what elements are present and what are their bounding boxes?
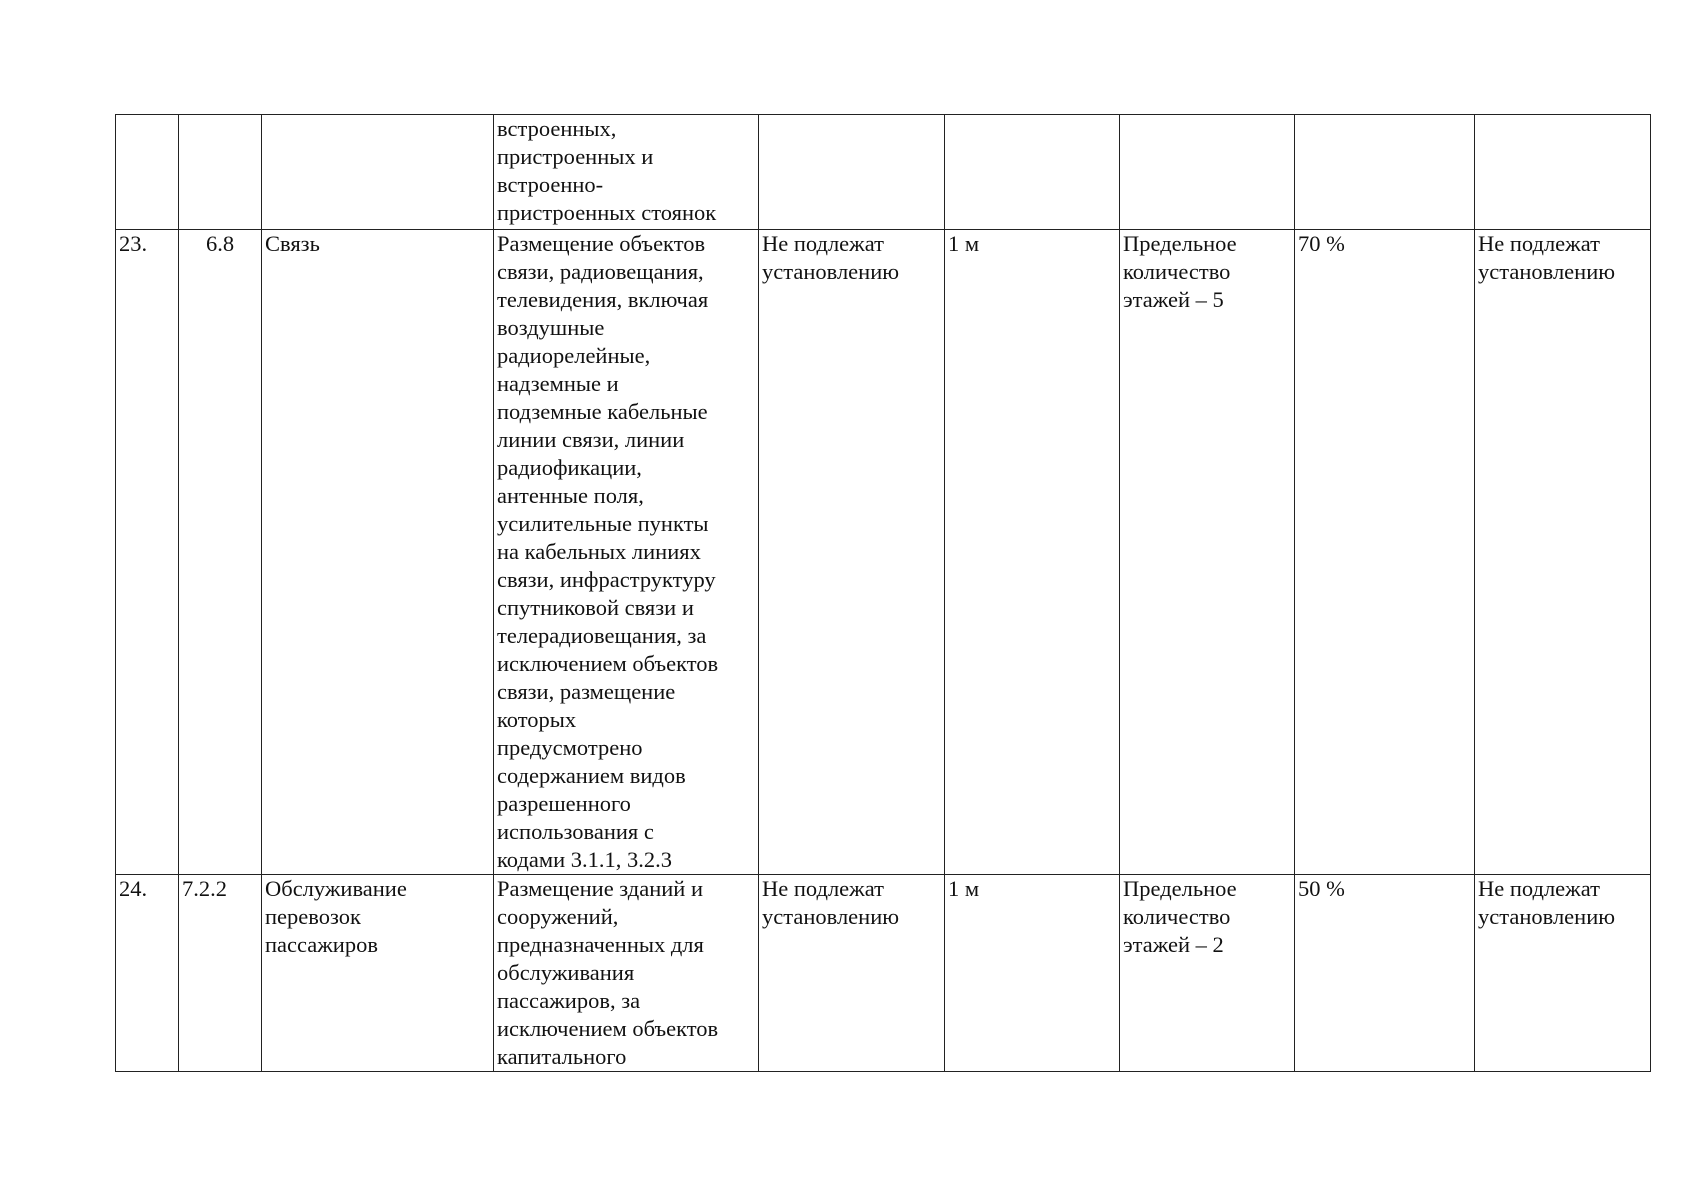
setback-cell: 1 м <box>945 875 1120 1072</box>
setback-cell: 1 м <box>945 230 1120 875</box>
use-code-cell: 6.8 <box>179 230 262 875</box>
use-code-cell <box>179 115 262 230</box>
min-area-cell <box>759 115 945 230</box>
use-description-cell: Размещение объектов связи, радиовещания, телевидения, включая воздушные радиорелейные, надземные и подземные кабельные линии связи, линии радиофикации, антенные поля, усилительные пункты на кабельных линиях связи, инфраструктуру спутниковой связи и телерадиовещания, за исключением объектов связи, размещение которых предусмотрено содержанием видов разрешенного использования с кодами 3.1.1, 3.2.3 <box>494 230 759 875</box>
setback-cell <box>945 115 1120 230</box>
other-params-cell: Не подлежат установлению <box>1475 875 1651 1072</box>
use-name-cell: Обслуживание перевозок пассажиров <box>262 875 494 1072</box>
other-params-cell: Не подлежат установлению <box>1475 230 1651 875</box>
table-row <box>116 875 1651 1072</box>
floors-cell <box>1120 115 1295 230</box>
use-description-cell: встроенных, пристроенных и встроенно- пристроенных стоянок <box>494 115 759 230</box>
floors-cell: Предельное количество этажей – 5 <box>1120 230 1295 875</box>
min-area-cell: Не подлежат установлению <box>759 230 945 875</box>
row-number-cell: 24. <box>116 875 179 1072</box>
table-row <box>116 230 1651 875</box>
floors-cell: Предельное количество этажей – 2 <box>1120 875 1295 1072</box>
use-name-cell: Связь <box>262 230 494 875</box>
use-name-cell <box>262 115 494 230</box>
use-description-cell: Размещение зданий и сооружений, предназначенных для обслуживания пассажиров, за исключением объектов капитального <box>494 875 759 1072</box>
land-use-regulations-table <box>115 114 1651 1072</box>
coverage-cell: 50 % <box>1295 875 1475 1072</box>
coverage-cell: 70 % <box>1295 230 1475 875</box>
other-params-cell <box>1475 115 1651 230</box>
coverage-cell <box>1295 115 1475 230</box>
use-code-cell: 7.2.2 <box>179 875 262 1072</box>
row-number-cell <box>116 115 179 230</box>
min-area-cell: Не подлежат установлению <box>759 875 945 1072</box>
table-row <box>116 115 1651 230</box>
row-number-cell: 23. <box>116 230 179 875</box>
